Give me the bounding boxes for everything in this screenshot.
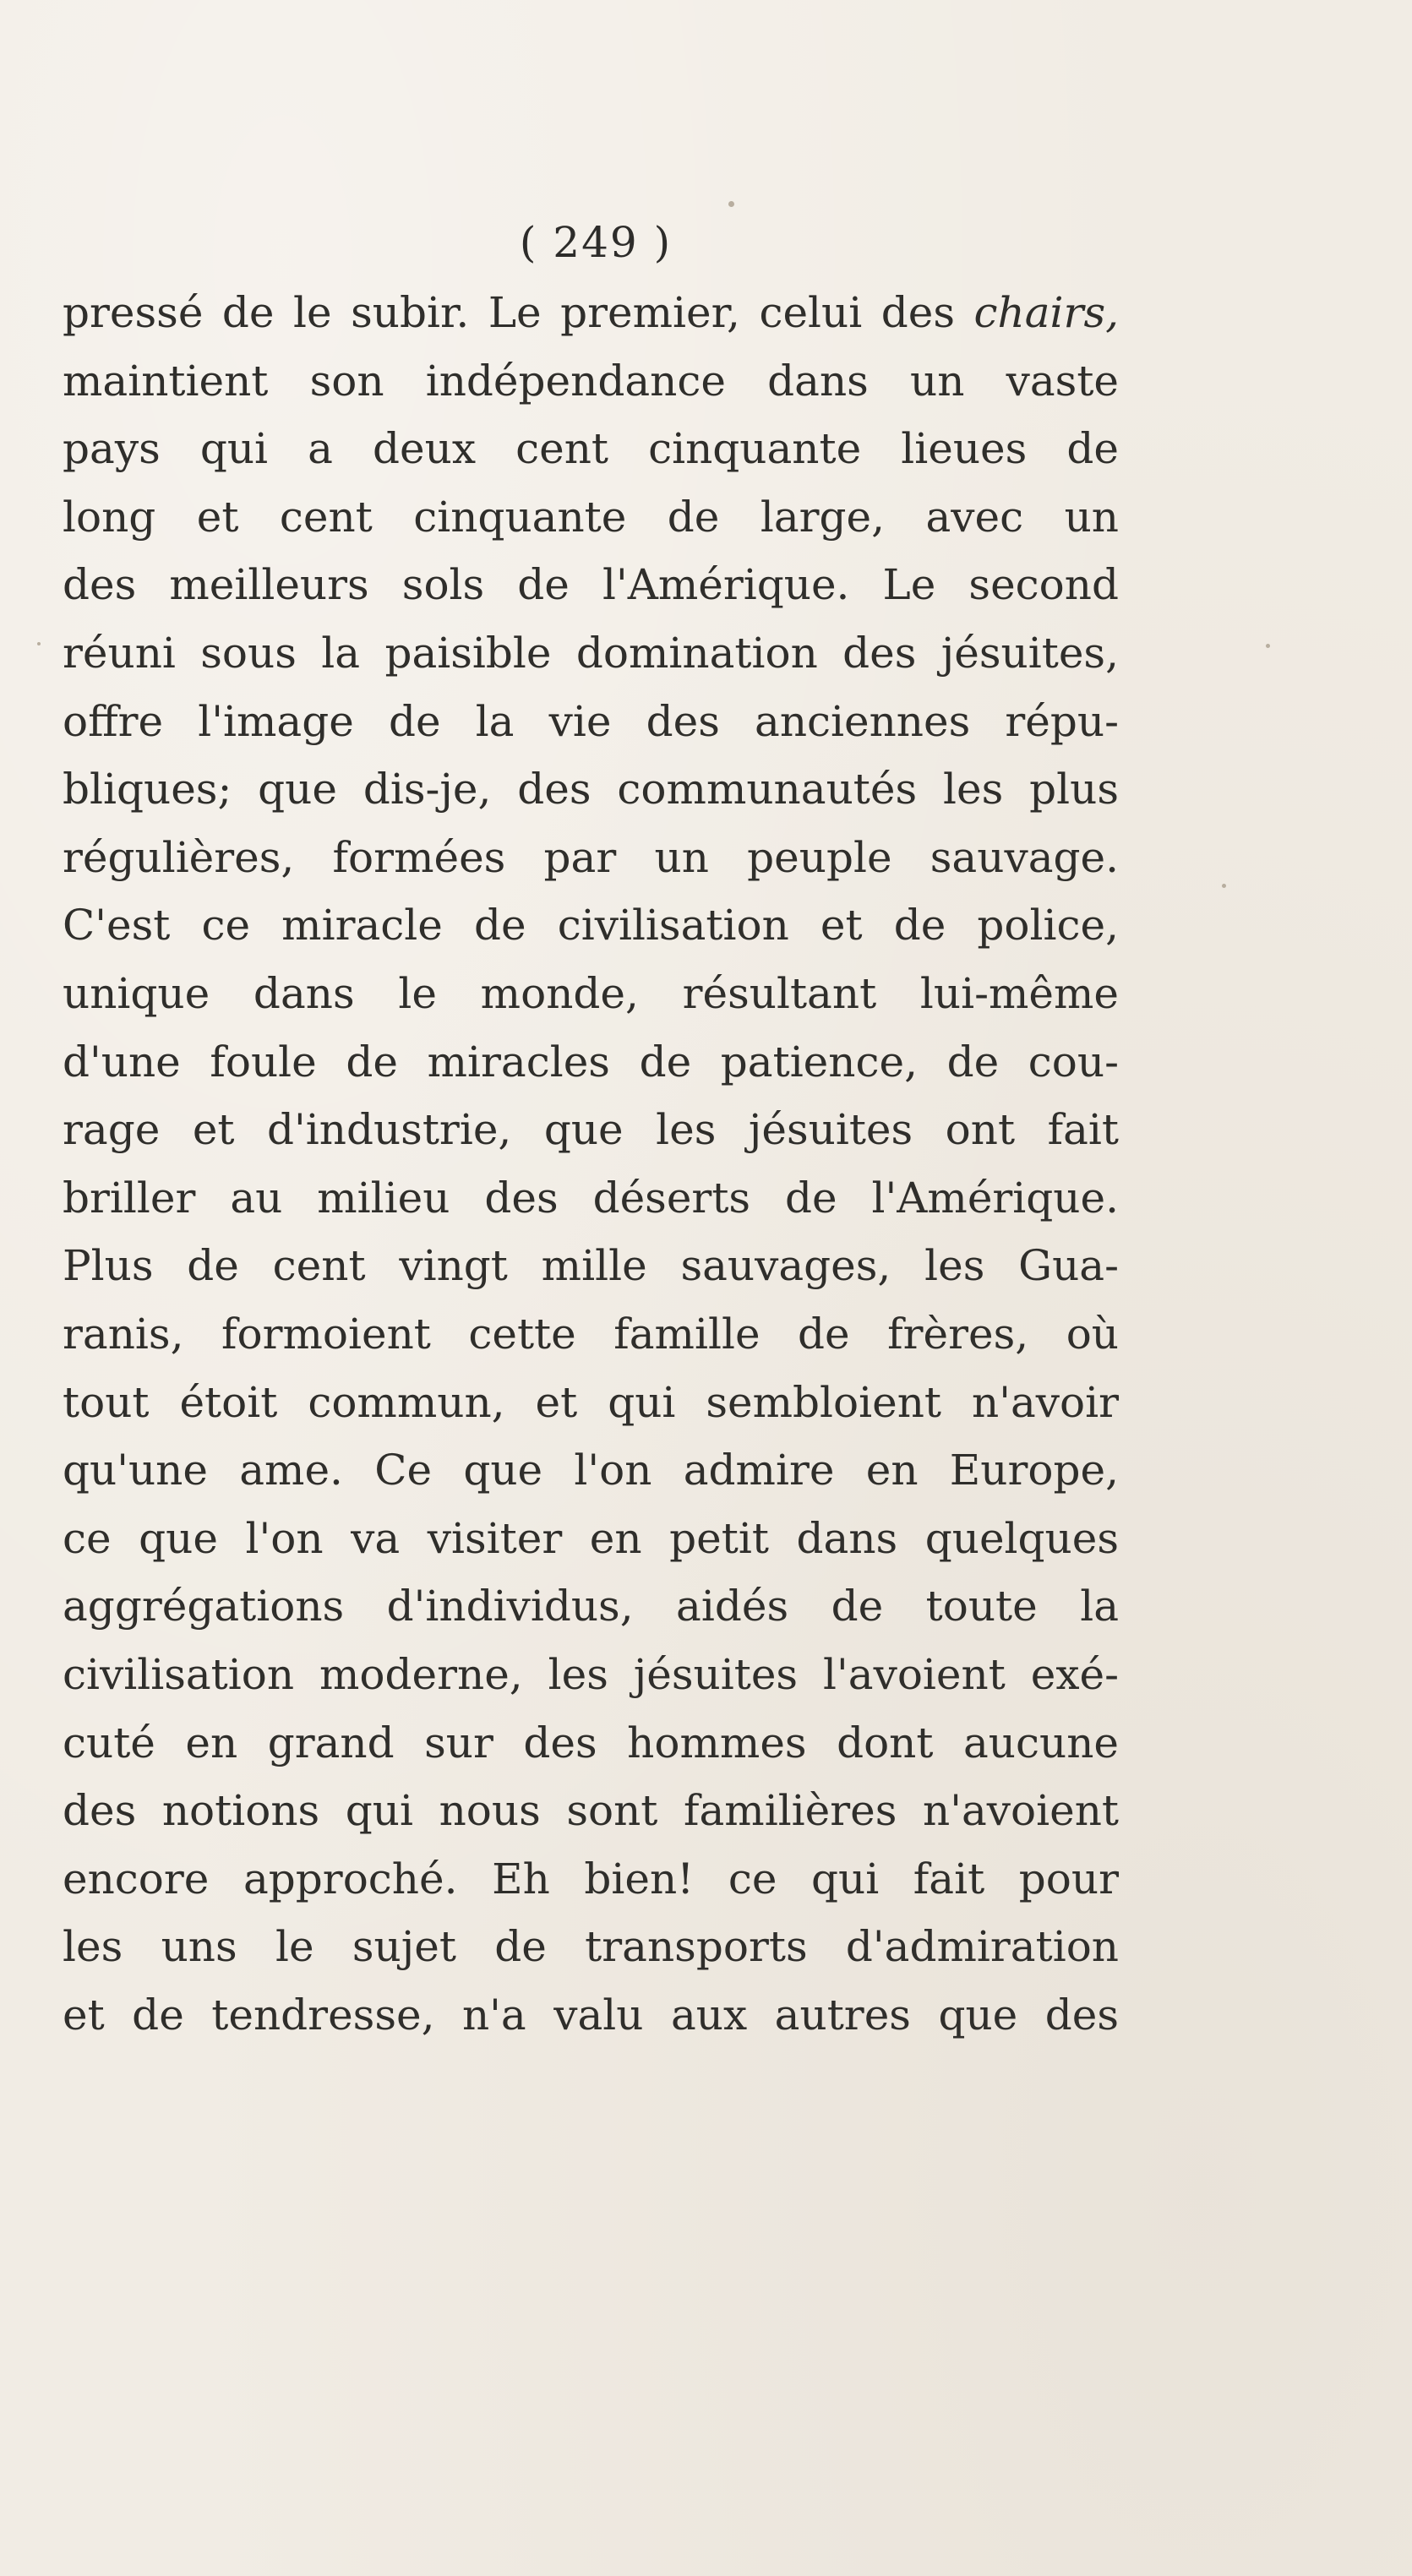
text-line [63,1572,1119,1640]
text-line [63,1641,1119,1708]
text-line [63,688,1119,755]
text-line [63,1505,1119,1572]
text-segment: cuté en grand sur des hommes dont aucune [63,1718,1119,1767]
text-segment: régulières, formées par un peuple sauvage. [63,833,1119,882]
text-segment: réuni sous la paisible domination des jésuites, [63,629,1119,678]
text-segment: offre l'image de la vie des anciennes répu- [63,697,1119,746]
text-segment: aggrégations d'individus, aidés de toute la [63,1582,1119,1631]
text-line [63,1028,1119,1096]
text-segment: pressé de le subir. Le premier, celui des [63,288,974,337]
text-line [63,551,1119,618]
text-line [63,1369,1119,1436]
text-line [63,1436,1119,1504]
text-segment: pays qui a deux cent cinquante lieues de [63,424,1119,473]
page-number: ( 249 ) [519,218,673,267]
italic-word: chairs, [973,288,1119,337]
text-segment: civilisation moderne, les jésuites l'avoient exé- [63,1650,1119,1699]
text-line [63,1981,1119,2049]
text-segment: unique dans le monde, résultant lui-même [63,969,1119,1018]
text-line [63,415,1119,482]
text-segment: bliques; que dis-je, des communautés les plus [63,765,1119,814]
text-segment: rage et d'industrie, que les jésuites ont fait [63,1105,1119,1154]
text-line [63,891,1119,959]
text-segment: encore approché. Eh bien! ce qui fait pour [63,1854,1119,1903]
text-line [63,1913,1119,1980]
text-line [63,755,1119,823]
text-line [63,1300,1119,1368]
text-segment: d'une foule de miracles de patience, de cou- [63,1037,1119,1086]
text-line [63,1777,1119,1844]
text-line [63,483,1119,551]
text-segment: des notions qui nous sont familières n'avoient [63,1786,1119,1835]
text-line [63,1845,1119,1913]
paper-speck [1266,644,1270,648]
text-segment: qu'une ame. Ce que l'on admire en Europe, [63,1446,1119,1495]
paper-speck [728,201,734,207]
text-segment: ce que l'on va visiter en petit dans quelques [63,1514,1119,1563]
text-segment: tout étoit commun, et qui sembloient n'avoir [63,1378,1119,1427]
text-segment: et de tendresse, n'a valu aux autres que des [63,1991,1119,2040]
text-segment: long et cent cinquante de large, avec un [63,493,1119,542]
text-line [63,824,1119,891]
text-line [63,1232,1119,1299]
text-segment: C'est ce miracle de civilisation et de police, [63,901,1119,950]
text-line [63,347,1119,415]
text-line [63,1709,1119,1777]
text-line [63,619,1119,687]
paper-speck [1222,884,1226,888]
text-segment: ranis, formoient cette famille de frères, où [63,1310,1119,1359]
text-line [63,279,1119,346]
text-segment: les uns le sujet de transports d'admiration [63,1922,1119,1971]
text-segment: briller au milieu des déserts de l'Amérique. [63,1174,1119,1223]
text-line [63,1096,1119,1163]
paper-speck [37,642,41,645]
text-segment: Plus de cent vingt mille sauvages, les Gua- [63,1241,1119,1290]
text-segment: maintient son indépendance dans un vaste [63,357,1119,406]
text-line [63,1164,1119,1232]
text-line [63,960,1119,1027]
text-segment: des meilleurs sols de l'Amérique. Le second [63,560,1119,609]
